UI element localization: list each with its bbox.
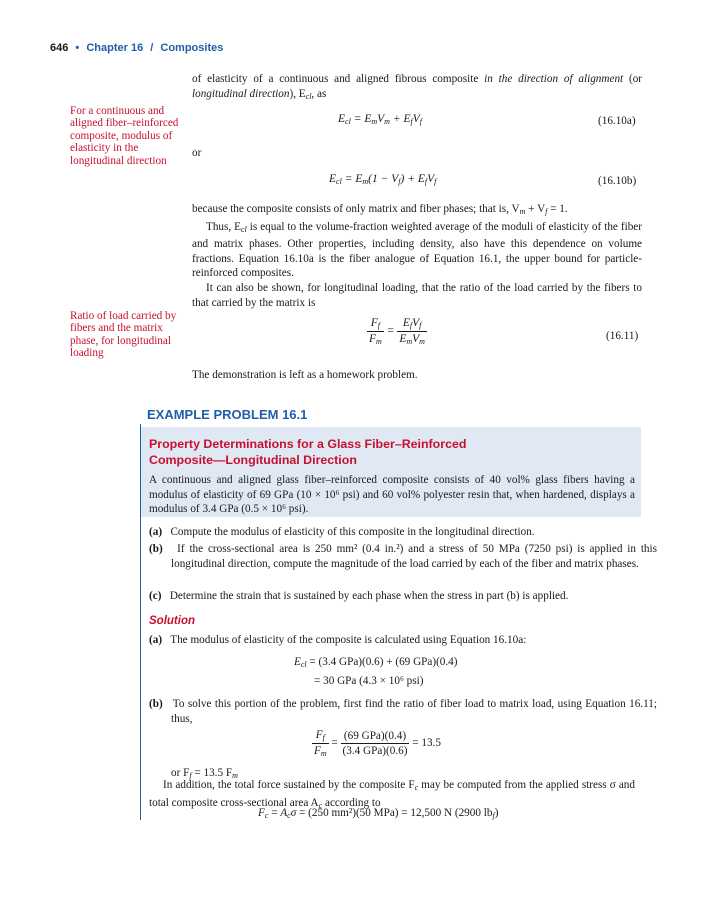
margin-note-load-ratio: Ratio of load carried by fibers and the matrix phase, for longitudinal loading xyxy=(70,310,177,360)
example-part-b: (b) If the cross-sectional area is 250 mm² (0.4 in.²) and a stress of 50 MPa (7250 psi) is applied in this longitudinal direction, compute the magnitude of the load carried by each of the fiber and matrix phases. xyxy=(149,543,657,570)
page-number: 646 xyxy=(50,42,69,54)
or-text: or xyxy=(192,147,202,159)
solution-a-equation-1: $E_{cl} = (3.4$ GPa)(0.6) + (69 GPa)(0.4) xyxy=(294,656,458,669)
running-header xyxy=(50,42,223,54)
equation-16-11: $\frac{F_f}{F_m}$ = $\frac{E_fV_f}{E_mV_m}$ xyxy=(369,317,425,346)
demonstration-text: The demonstration is left as a homework problem. xyxy=(192,369,418,381)
intro-paragraph: of elasticity of a continuous and aligned fibrous composite in the direction of alignment (or longitudinal direction), $E_{cl}$, as xyxy=(192,73,643,101)
example-part-c: (c) Determine the strain that is sustained by each phase when the stress in part (b) is applied. xyxy=(149,590,569,602)
solution-a-equation-2: = 30 GPa (4.3 × 10⁶ psi) xyxy=(314,675,424,687)
body-paragraph xyxy=(192,202,642,310)
chapter-label: Chapter 16 xyxy=(86,42,144,54)
example-statement: A continuous and aligned glass fiber–reinforced composite consists of 40 vol% glass fibers having a modulus of elasticity of 69 GPa (10 × 10⁶ psi) and 60 vol% polyester resin that, when hardened, displays a modulus of 3.4 GPa (0.5 × 10⁶ psi). xyxy=(149,474,635,516)
solution-part-a: (a) The modulus of elasticity of the composite is calculated using Equation 16.10a: xyxy=(149,634,527,646)
solution-label: Solution xyxy=(149,615,195,627)
solution-b-total-force: $F_c = A_c\sigma = (250$ mm²)(50 MPa) = 12,500 N (2900 $lb_f$) xyxy=(258,807,499,820)
header-bullet: • xyxy=(75,42,80,54)
header-separator: / xyxy=(150,42,154,54)
equation-number-16-10b: (16.10b) xyxy=(598,175,637,187)
solution-part-b: (b) To solve this portion of the problem, first find the ratio of fiber load to matrix load, using Equation 16.11; thus, xyxy=(149,698,657,725)
equation-number-16-10a: (16.10a) xyxy=(598,115,636,127)
because-line: because the composite consists of only matrix and fiber phases; that is, $V_m + V_f = 1$. xyxy=(192,203,568,216)
solution-b-or-line: or $F_f = 13.5$ $F_m$ xyxy=(171,767,238,780)
example-heading: Property Determinations for a Glass Fiber–Reinforced Composite—Longitudinal Direction xyxy=(149,437,467,467)
example-part-a: (a) Compute the modulus of elasticity of this composite in the longitudinal direction. xyxy=(149,526,535,538)
equation-number-16-11: (16.11) xyxy=(606,330,639,342)
equation-16-10a: $E_{cl} = E_mV_m + E_fV_f$ xyxy=(338,113,422,126)
solution-b-ratio-equation: $\frac{F_f}{F_m}$ = $\frac{\text{(69 GPa)(0.4)}}{\text{(3.4 GPa)(0.6)}}$ = 13.5 xyxy=(314,729,441,758)
chapter-title: Composites xyxy=(160,42,224,54)
shown-paragraph: It can also be shown, for longitudinal loading, that the ratio of the load carried by the fibers to that carried by the matrix is xyxy=(192,281,642,309)
solution-b-addition: In addition, the total force sustained by the composite $F_c$ may be computed from the applied stress σ and total composite cross-sectional area $A_c$ according to xyxy=(149,779,635,810)
thus-paragraph: Thus, $E_{cl}$ is equal to the volume-fraction weighted average of the moduli of elasticity of the fiber and matrix phases. Other properties, including density, also have this dependence on volume fractions. Equation 16.10a is the fiber analogue of Equation 16.1, the upper bound for particle-reinforced composites. xyxy=(192,220,642,280)
equation-16-10b: $E_{cl} = E_m(1 - V_f) + E_fV_f$ xyxy=(329,173,437,186)
margin-note-longitudinal-modulus: For a continuous and aligned fiber–reinforced composite, modulus of elasticity in the longitudinal direction xyxy=(70,105,179,167)
example-problem-label: EXAMPLE PROBLEM 16.1 xyxy=(147,407,308,422)
